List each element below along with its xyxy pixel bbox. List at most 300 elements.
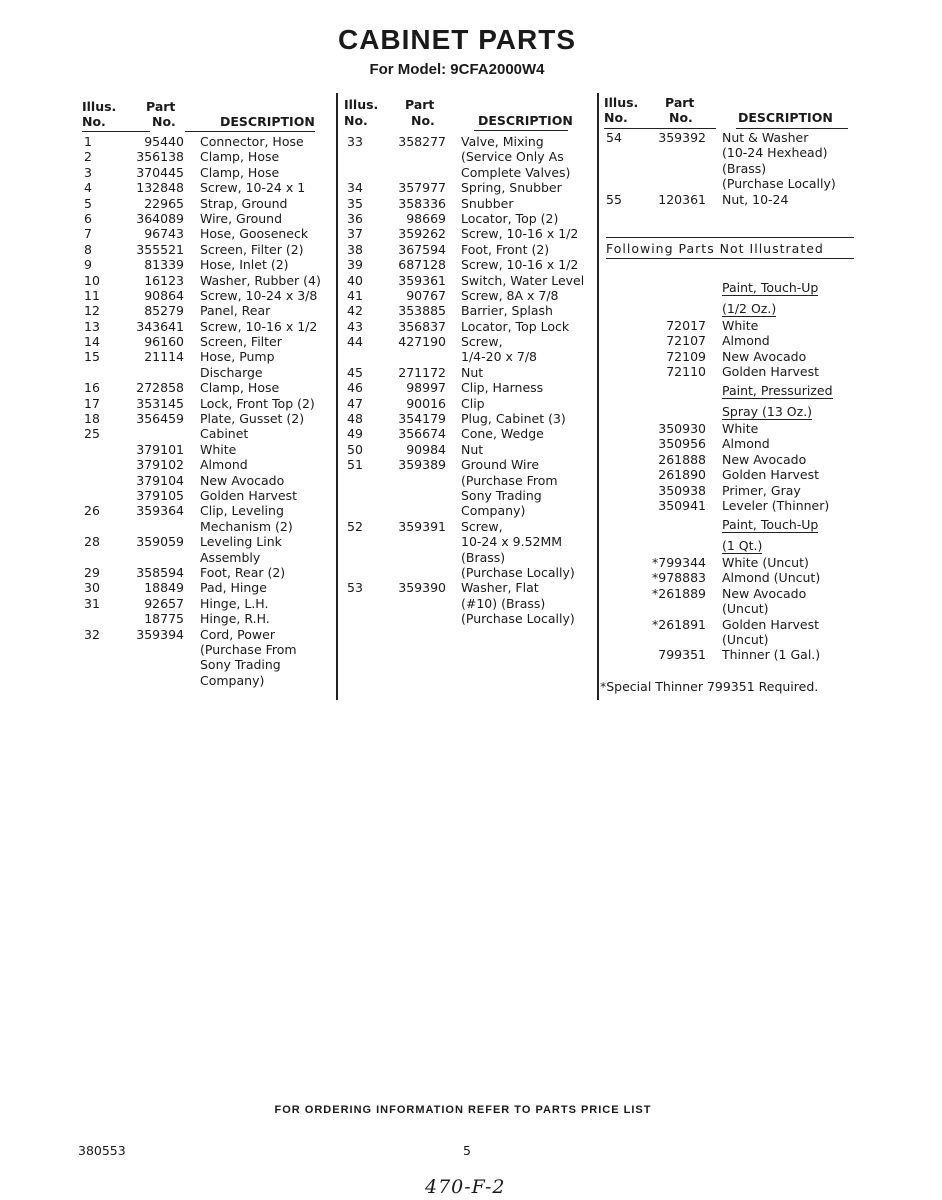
part-description: Locator, Top Lock: [461, 318, 570, 334]
illus-number: 44: [347, 334, 363, 350]
model-subtitle: For Model: 9CFA2000W4: [369, 61, 545, 78]
table-row: [347, 411, 587, 426]
part-number: 16123: [144, 272, 184, 288]
illus-number: 15: [84, 349, 100, 365]
table-row: [84, 411, 324, 426]
table-row: [347, 149, 587, 164]
part-description: Sony Trading: [461, 487, 542, 503]
table-row: [84, 349, 324, 364]
ordering-info: FOR ORDERING INFORMATION REFER TO PARTS PRICE LIST: [274, 1104, 652, 1116]
part-number: 132848: [136, 180, 184, 196]
table-row: [84, 365, 324, 380]
table-row: [84, 211, 324, 226]
touchup-half-heading: [722, 277, 818, 319]
part-number: *261891: [652, 616, 706, 632]
table-row: [347, 196, 587, 211]
table-row: [606, 498, 846, 513]
part-number: 687128: [398, 257, 446, 273]
illus-number: 45: [347, 364, 363, 380]
table-row: [84, 627, 324, 642]
part-description: White (Uncut): [722, 555, 809, 570]
part-number: 355521: [136, 241, 184, 257]
illus-number: 6: [84, 210, 92, 226]
illus-number: 8: [84, 241, 92, 257]
part-no-header: No.: [411, 113, 435, 128]
part-number: 90016: [406, 395, 446, 411]
part-description: Ground Wire: [461, 457, 540, 473]
part-header: Part: [146, 99, 176, 114]
table-row: [84, 565, 324, 580]
part-description: White: [722, 421, 759, 436]
table-row: [84, 611, 324, 626]
table-row: [84, 473, 324, 488]
part-description: Company): [461, 503, 526, 519]
part-number: 95440: [144, 134, 184, 149]
part-description: New Avocado: [722, 451, 807, 467]
part-number: 379101: [136, 441, 184, 457]
table-row: [606, 555, 846, 570]
parts-column-1: [84, 134, 324, 688]
illus-number: 2: [84, 149, 92, 165]
part-description: Nut: [461, 364, 484, 380]
table-row: [84, 534, 324, 549]
illus-no-header: No.: [82, 114, 106, 129]
table-row: [347, 442, 587, 457]
part-number: 379104: [136, 472, 184, 488]
touchup-qt-list: [606, 555, 846, 663]
table-row: [84, 257, 324, 272]
part-no-header: No.: [152, 114, 176, 129]
illus-number: 35: [347, 195, 363, 211]
table-row: [606, 570, 846, 585]
table-row: [347, 519, 587, 534]
handwritten-note: 470-F-2: [425, 1176, 506, 1198]
table-row: [347, 303, 587, 318]
part-description: Foot, Front (2): [461, 241, 550, 257]
part-description: Hose, Pump: [200, 349, 275, 365]
part-description: (Purchase From: [200, 641, 297, 657]
part-number: 350941: [658, 497, 706, 513]
part-number: 18849: [144, 580, 184, 596]
part-description: (Purchase From: [461, 472, 558, 488]
table-row: [84, 303, 324, 318]
illus-number: 16: [84, 380, 100, 396]
column-divider: [597, 93, 599, 700]
table-row: [347, 180, 587, 195]
touchup-qt-heading-1: Paint, Touch-Up: [722, 517, 819, 532]
illus-number: 39: [347, 257, 363, 273]
table-row: [606, 436, 846, 451]
part-description: (Uncut): [722, 631, 769, 647]
part-description: Clamp, Hose: [200, 380, 280, 396]
table-row: [84, 642, 324, 657]
header-underline: [82, 131, 150, 132]
part-description: (#10) (Brass): [461, 595, 546, 611]
not-illustrated-heading: [606, 241, 824, 256]
table-row: [347, 257, 587, 272]
part-description: Golden Harvest: [722, 364, 820, 380]
part-description: New Avocado: [722, 585, 807, 601]
header-underline: [185, 131, 315, 132]
table-row: [347, 349, 587, 364]
illus-number: 48: [347, 411, 363, 427]
table-row: [347, 396, 587, 411]
not-illustrated-rule-top: [606, 237, 854, 238]
part-number: 358336: [398, 195, 446, 211]
table-row: [347, 334, 587, 349]
illus-number: 36: [347, 210, 363, 226]
illus-number: 38: [347, 241, 363, 257]
part-description: White: [200, 441, 237, 457]
illus-no-header: No.: [604, 110, 628, 125]
part-number: 359364: [136, 503, 184, 519]
table-row: [84, 457, 324, 472]
touchup-half-list: [606, 318, 846, 380]
part-description: Nut, 10-24: [722, 191, 789, 207]
table-row: [347, 288, 587, 303]
part-description: Clip: [461, 395, 485, 411]
description-header: DESCRIPTION: [738, 110, 833, 125]
illus-number: 41: [347, 287, 363, 303]
part-description: Almond: [200, 457, 248, 473]
table-row: [84, 165, 324, 180]
part-description: Screw, 10-16 x 1/2: [200, 318, 318, 334]
part-description: Sony Trading: [200, 657, 281, 673]
part-number: *978883: [652, 570, 706, 586]
part-number: 120361: [658, 191, 706, 207]
part-description: (Purchase Locally): [461, 611, 575, 627]
table-row: [606, 601, 846, 616]
part-number: *799344: [652, 555, 706, 570]
illus-number: 25: [84, 426, 100, 442]
table-row: [84, 134, 324, 149]
part-description: Leveler (Thinner): [722, 497, 830, 513]
table-row: [347, 319, 587, 334]
part-description: Screw,: [461, 334, 503, 350]
illus-no-header: No.: [344, 113, 368, 128]
part-description: Screw, 10-24 x 3/8: [200, 287, 318, 303]
table-row: [84, 488, 324, 503]
illus-number: 10: [84, 272, 100, 288]
not-illustrated-label: Following Parts Not Illustrated: [606, 241, 824, 256]
description-header: DESCRIPTION: [220, 114, 315, 129]
footnote: *Special Thinner 799351 Required.: [600, 679, 819, 694]
part-description: Clip, Harness: [461, 380, 544, 396]
illus-number: 26: [84, 503, 100, 519]
part-number: 90767: [406, 287, 446, 303]
table-row: [606, 349, 846, 364]
part-number: 22965: [144, 195, 184, 211]
spray-list: [606, 421, 846, 513]
illus-number: 1: [84, 134, 92, 149]
part-description: Clamp, Hose: [200, 164, 280, 180]
part-number: 354179: [398, 411, 446, 427]
part-number: 90984: [406, 441, 446, 457]
table-row: [347, 380, 587, 395]
table-row: [84, 196, 324, 211]
header-underline: [736, 128, 848, 129]
illus-number: 50: [347, 441, 363, 457]
part-number: 21114: [144, 349, 184, 365]
table-row: [606, 632, 846, 647]
part-number: 359394: [136, 626, 184, 642]
table-row: [84, 334, 324, 349]
table-row: [347, 226, 587, 241]
table-row: [347, 534, 587, 549]
part-number: 364089: [136, 210, 184, 226]
part-number: 357977: [398, 180, 446, 196]
part-description: Wire, Ground: [200, 210, 283, 226]
table-row: [347, 165, 587, 180]
part-description: White: [722, 318, 759, 333]
table-row: [606, 161, 846, 176]
illus-header: Illus.: [344, 97, 379, 112]
part-number: 81339: [144, 257, 184, 273]
touchup-half-heading-2: (1/2 Oz.): [722, 301, 777, 316]
table-row: [84, 596, 324, 611]
part-description: Barrier, Splash: [461, 303, 553, 319]
table-row: [84, 288, 324, 303]
part-number: 261888: [658, 451, 706, 467]
illus-number: 7: [84, 226, 92, 242]
illus-number: 4: [84, 180, 92, 196]
part-description: Screen, Filter: [200, 334, 282, 350]
table-row: [606, 421, 846, 436]
part-description: Screw, 8A x 7/8: [461, 287, 559, 303]
illus-number: 5: [84, 195, 92, 211]
table-row: [347, 426, 587, 441]
part-number: 72110: [666, 364, 706, 380]
table-row: [347, 488, 587, 503]
table-row: [84, 180, 324, 195]
table-row: [347, 550, 587, 565]
part-number: 261890: [658, 467, 706, 483]
table-row: [347, 503, 587, 518]
part-number: 370445: [136, 164, 184, 180]
part-number: 367594: [398, 241, 446, 257]
part-description: Leveling Link: [200, 534, 282, 550]
part-description: Hose, Inlet (2): [200, 257, 289, 273]
part-description: Hinge, R.H.: [200, 611, 270, 627]
description-header: DESCRIPTION: [478, 113, 573, 128]
part-description: Screw, 10-24 x 1: [200, 180, 306, 196]
table-row: [606, 452, 846, 467]
illus-number: 32: [84, 626, 100, 642]
table-row: [606, 467, 846, 482]
part-number: 353885: [398, 303, 446, 319]
part-number: 359262: [398, 226, 446, 242]
table-row: [606, 483, 846, 498]
part-number: 356674: [398, 426, 446, 442]
table-row: [84, 519, 324, 534]
touchup-qt-heading-2: (1 Qt.): [722, 538, 763, 553]
illus-number: 9: [84, 257, 92, 273]
part-description: Screw, 10-16 x 1/2: [461, 226, 579, 242]
page-title: CABINET PARTS: [337, 24, 577, 55]
table-row: [84, 319, 324, 334]
part-description: Golden Harvest: [200, 487, 298, 503]
table-row: [606, 647, 846, 662]
part-description: (Brass): [722, 160, 767, 176]
illus-number: 52: [347, 518, 363, 534]
illus-number: 3: [84, 164, 92, 180]
illus-number: 42: [347, 303, 363, 319]
illus-number: 31: [84, 595, 100, 611]
column-divider: [336, 93, 338, 700]
table-row: [347, 211, 587, 226]
part-description: Almond: [722, 333, 770, 349]
part-description: Washer, Flat: [461, 580, 539, 596]
table-row: [347, 611, 587, 626]
table-row: [606, 176, 846, 191]
part-description: Strap, Ground: [200, 195, 288, 211]
part-description: Valve, Mixing: [461, 134, 544, 149]
table-row: [347, 242, 587, 257]
part-description: Discharge: [200, 364, 263, 380]
part-description: Almond: [722, 436, 770, 452]
part-description: Connector, Hose: [200, 134, 304, 149]
part-number: 379102: [136, 457, 184, 473]
part-description: Primer, Gray: [722, 482, 801, 498]
illus-header: Illus.: [604, 95, 639, 110]
part-number: 356138: [136, 149, 184, 165]
part-description: Snubber: [461, 195, 514, 211]
illus-number: 43: [347, 318, 363, 334]
part-number: 18775: [144, 611, 184, 627]
part-number: 353145: [136, 395, 184, 411]
part-number: 356459: [136, 411, 184, 427]
table-row: [347, 134, 587, 149]
illus-number: 55: [606, 191, 622, 207]
part-description: Clip, Leveling: [200, 503, 284, 519]
part-description: New Avocado: [722, 348, 807, 364]
part-description: Hinge, L.H.: [200, 595, 269, 611]
part-number: 85279: [144, 303, 184, 319]
part-number: 359059: [136, 534, 184, 550]
table-row: [84, 273, 324, 288]
part-number: 92657: [144, 595, 184, 611]
table-row: [347, 473, 587, 488]
illus-number: 17: [84, 395, 100, 411]
touchup-qt-heading: [722, 514, 818, 556]
illus-number: 14: [84, 334, 100, 350]
part-number: 271172: [398, 364, 446, 380]
part-description: Complete Valves): [461, 164, 571, 180]
illus-number: 18: [84, 411, 100, 427]
part-number: 356837: [398, 318, 446, 334]
illus-number: 49: [347, 426, 363, 442]
illus-number: 29: [84, 564, 100, 580]
part-description: (Brass): [461, 549, 506, 565]
part-description: Golden Harvest: [722, 616, 820, 632]
part-description: Lock, Front Top (2): [200, 395, 315, 411]
part-description: Almond (Uncut): [722, 570, 821, 586]
part-number: 96743: [144, 226, 184, 242]
part-number: 350938: [658, 482, 706, 498]
part-number: 90864: [144, 287, 184, 303]
illus-number: 12: [84, 303, 100, 319]
table-row: [84, 242, 324, 257]
part-description: Assembly: [200, 549, 261, 565]
header-underline: [604, 128, 716, 129]
column-2-header: [344, 97, 574, 131]
table-row: [347, 365, 587, 380]
spray-heading: [722, 380, 833, 422]
part-number: 358594: [136, 564, 184, 580]
part-number: 72109: [666, 348, 706, 364]
part-number: 359391: [398, 518, 446, 534]
table-row: [606, 318, 846, 333]
part-description: (Purchase Locally): [461, 564, 575, 580]
table-row: [84, 503, 324, 518]
part-description: Hose, Gooseneck: [200, 226, 309, 242]
part-description: Plate, Gusset (2): [200, 411, 305, 427]
illus-number: 46: [347, 380, 363, 396]
table-row: [606, 617, 846, 632]
illus-number: 54: [606, 130, 622, 145]
part-description: Panel, Rear: [200, 303, 271, 319]
illus-number: 28: [84, 534, 100, 550]
part-description: Washer, Rubber (4): [200, 272, 321, 288]
part-number: 358277: [398, 134, 446, 149]
table-row: [606, 586, 846, 601]
part-number: 96160: [144, 334, 184, 350]
part-description: Golden Harvest: [722, 467, 820, 483]
touchup-half-heading-1: Paint, Touch-Up: [722, 280, 819, 295]
document-number: 380553: [78, 1143, 126, 1158]
part-description: Mechanism (2): [200, 518, 293, 534]
table-row: [347, 273, 587, 288]
illus-number: 51: [347, 457, 363, 473]
part-number: 343641: [136, 318, 184, 334]
part-description: Nut & Washer: [722, 130, 809, 145]
table-row: [84, 226, 324, 241]
part-description: Foot, Rear (2): [200, 564, 286, 580]
table-row: [347, 596, 587, 611]
part-number: 272858: [136, 380, 184, 396]
illus-number: 34: [347, 180, 363, 196]
part-description: Screw, 10-16 x 1/2: [461, 257, 579, 273]
illus-number: 33: [347, 134, 363, 149]
part-description: 10-24 x 9.52MM: [461, 534, 563, 550]
part-number: *261889: [652, 585, 706, 601]
part-description: (10-24 Hexhead): [722, 145, 828, 161]
part-description: Spring, Snubber: [461, 180, 562, 196]
part-number: 799351: [658, 647, 706, 663]
illus-number: 47: [347, 395, 363, 411]
illus-number: 13: [84, 318, 100, 334]
part-description: Clamp, Hose: [200, 149, 280, 165]
illus-number: 37: [347, 226, 363, 242]
part-header: Part: [405, 97, 435, 112]
table-row: [84, 426, 324, 441]
part-description: Cone, Wedge: [461, 426, 544, 442]
table-row: [84, 149, 324, 164]
part-description: (Purchase Locally): [722, 176, 836, 192]
part-description: Nut: [461, 441, 484, 457]
part-description: Thinner (1 Gal.): [722, 647, 821, 663]
parts-column-3: [606, 130, 846, 207]
part-description: (Service Only As: [461, 149, 564, 165]
table-row: [84, 550, 324, 565]
part-number: 350956: [658, 436, 706, 452]
part-number: 72017: [666, 318, 706, 333]
table-row: [347, 580, 587, 595]
part-number: 379105: [136, 487, 184, 503]
part-header: Part: [665, 95, 695, 110]
part-number: 98997: [406, 380, 446, 396]
header-underline: [474, 130, 568, 131]
